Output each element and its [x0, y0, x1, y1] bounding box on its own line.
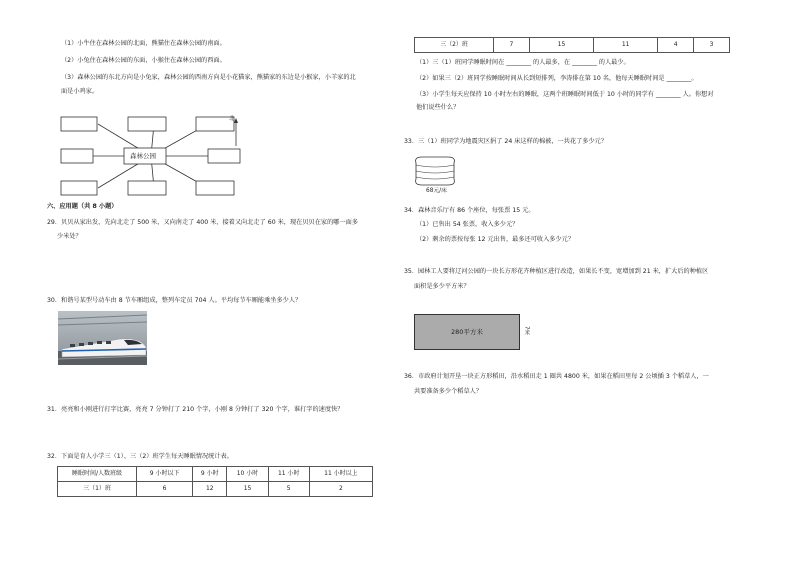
q32-sub-2: （2）如果三（2）班同学按睡眠时间从长到短排列，李涛排在第 10 名，他每天睡眠时间是 ________。: [416, 75, 698, 82]
map-box-southeast: [196, 181, 234, 195]
map-box-north: [128, 117, 166, 131]
map-box-east: [208, 149, 240, 163]
table-header-cell: 11 小时: [268, 467, 309, 482]
map-center-label: 森林公园: [130, 152, 156, 160]
q33-text: 33．三（1）班同学为地震灾区捐了 24 床这样的棉被，一共花了多少元？: [404, 138, 608, 145]
table-header-cell: 9 小时以下: [137, 467, 193, 482]
high-speed-train-image: [58, 311, 147, 365]
side-label: 7米: [523, 326, 530, 335]
area-label: 280平方米: [451, 327, 483, 336]
q-intro-line-3: （3）森林公园的东北方向是小兔家，森林公园的西南方向是小花猫家，熊猫家的东边是小猴家，小羊家的北: [61, 74, 356, 81]
map-box-northwest: [61, 117, 97, 131]
quilt-price: 68元/床: [426, 188, 447, 194]
q31-text: 31．亮亮和小刚进行打字比赛，亮亮 7 分钟打了 210 个字，小刚 8 分钟打了 320 个字，谁打字的速度快？: [47, 406, 344, 413]
section-title: 六、应用题（共 8 小题）: [47, 203, 118, 210]
q-intro-line-1: （1）小牛住在森林公园的北面，熊猫住在森林公园的南面。: [61, 40, 226, 47]
map-box-south: [128, 181, 166, 195]
q34-line-2: （1）已售出 54 张票，收入多少元？: [416, 221, 519, 228]
map-box-west: [61, 149, 93, 163]
q36-line-1: 36．市政府计划开垦一块正方形稻田，沿水稻田走 1 圈共 4800 米，如果在稻田里每 2 公顷插 3 个稻草人，一: [404, 373, 709, 380]
table-cell: 6: [137, 482, 193, 497]
table-row: [415, 38, 730, 53]
q30-text: 30．和谐号某型号动车由 8 节车厢组成，整列车定员 704 人。平均每节车厢能乘坐多少人？: [47, 297, 302, 304]
table-cell: 2: [309, 482, 372, 497]
table-cell: 4: [658, 38, 694, 53]
north-label: 北: [229, 116, 235, 122]
q35-line-1: 35．园林工人要将辽河公园的一块长方形花卉种植区进行改造，如果长不变，宽增加到 21 米，扩大后的种植区: [404, 268, 709, 275]
map-box-southwest: [61, 181, 97, 195]
q34-line-1: 34．森林音乐厅有 86 个座位，每张票 15 元。: [404, 207, 535, 214]
q-intro-line-4: 面是小鸡家。: [61, 88, 99, 95]
table-header-cell: 11 小时以上: [309, 467, 372, 482]
q-intro-line-2: （2）小兔住在森林公园的东面，小猴住在森林公园的西面。: [61, 57, 226, 64]
table-header-row: [58, 467, 373, 482]
quilt-image: [410, 155, 458, 191]
q29-line-1: 29．贝贝从家出发，先向北走了 500 米，又向南走了 400 米，接着又向北走了 60 米，现在贝贝在家的哪一面多: [47, 219, 359, 226]
table-cell: 三（2）班: [415, 38, 494, 53]
table-cell: 15: [227, 482, 268, 497]
sleep-table-part-2: [414, 37, 730, 53]
table-header-cell: 10 小时: [227, 467, 268, 482]
table-header-cell: 9 小时: [193, 467, 227, 482]
table-row: [58, 482, 373, 497]
q34-line-3: （2）剩余的票按每张 12 元出售，最多还可收入多少元？: [416, 236, 575, 243]
sleep-table-part-1: [57, 466, 373, 497]
q32-text: 32．下面是育人小学三（1）、三（2）班学生每天睡眠情况统计表。: [47, 453, 233, 460]
q32-sub-4: 他们说些什么？: [416, 104, 460, 111]
table-cell: 7: [494, 38, 530, 53]
q29-line-2: 少米处？: [57, 233, 82, 240]
table-header-cell: 睡眠时间/人数班级: [58, 467, 137, 482]
q36-line-2: 共要准备多少个稻草人？: [414, 388, 483, 395]
table-cell: 12: [193, 482, 227, 497]
area-rectangle: [414, 314, 520, 350]
q32-sub-3: （3）小学生每天应保持 10 小时左右的睡眠，这两个班睡眠时间低于 10 小时的同学有 ________ 人。你想对: [416, 91, 714, 98]
table-cell: 11: [594, 38, 658, 53]
table-cell: 15: [529, 38, 593, 53]
table-cell: 三（1）班: [58, 482, 137, 497]
table-cell: 3: [694, 38, 730, 53]
q32-sub-1: （1）三（1）班同学睡眠时间在 ________ 的人最多，在 ________ 的人最少。: [416, 59, 630, 66]
q35-line-2: 面积是多少平方米？: [414, 283, 470, 290]
table-cell: 5: [268, 482, 309, 497]
